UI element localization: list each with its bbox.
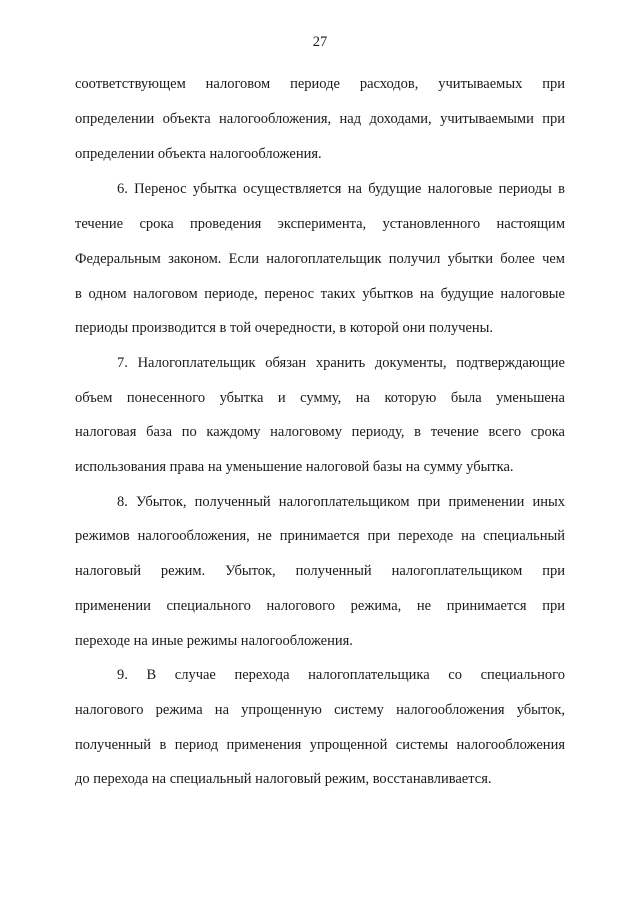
text-line: определении объекта налогообложения, над доходами, учитываемыми при xyxy=(75,111,565,127)
text-line: использования права на уменьшение налоговой базы на сумму убытка. xyxy=(75,459,514,475)
text-line: до перехода на специальный налоговый режим, восстанавливается. xyxy=(75,771,492,787)
text-line: 6. Перенос убытка осуществляется на будущие налоговые периоды в xyxy=(117,181,565,197)
text-line: налогового режима на упрощенную систему налогообложения убыток, xyxy=(75,702,565,718)
page-number: 27 xyxy=(312,34,328,50)
text-line: налоговый режим. Убыток, полученный налогоплательщиком при xyxy=(75,563,565,579)
text-line: 7. Налогоплательщик обязан хранить документы, подтверждающие xyxy=(117,355,565,371)
text-line: режимов налогообложения, не принимается при переходе на специальный xyxy=(75,528,565,544)
text-line: 9. В случае перехода налогоплательщика со специального xyxy=(117,667,565,683)
text-line: налоговая база по каждому налоговому периоду, в течение всего срока xyxy=(75,424,565,440)
text-line: определении объекта налогообложения. xyxy=(75,146,322,162)
text-line: Федеральным законом. Если налогоплательщик получил убытки более чем xyxy=(75,251,565,267)
text-line: соответствующем налоговом периоде расходов, учитываемых при xyxy=(75,76,565,92)
text-line: полученный в период применения упрощенной системы налогообложения xyxy=(75,737,565,753)
text-line: течение срока проведения эксперимента, установленного настоящим xyxy=(75,216,565,232)
text-line: в одном налоговом периоде, перенос таких убытков на будущие налоговые xyxy=(75,286,565,302)
text-line: периоды производится в той очередности, в которой они получены. xyxy=(75,320,494,336)
text-line: применении специального налогового режима, не принимается при xyxy=(75,598,565,614)
text-line: 8. Убыток, полученный налогоплательщиком при применении иных xyxy=(117,494,565,510)
text-line: объем понесенного убытка и сумму, на которую была уменьшена xyxy=(75,390,565,406)
text-line: переходе на иные режимы налогообложения. xyxy=(75,633,353,649)
